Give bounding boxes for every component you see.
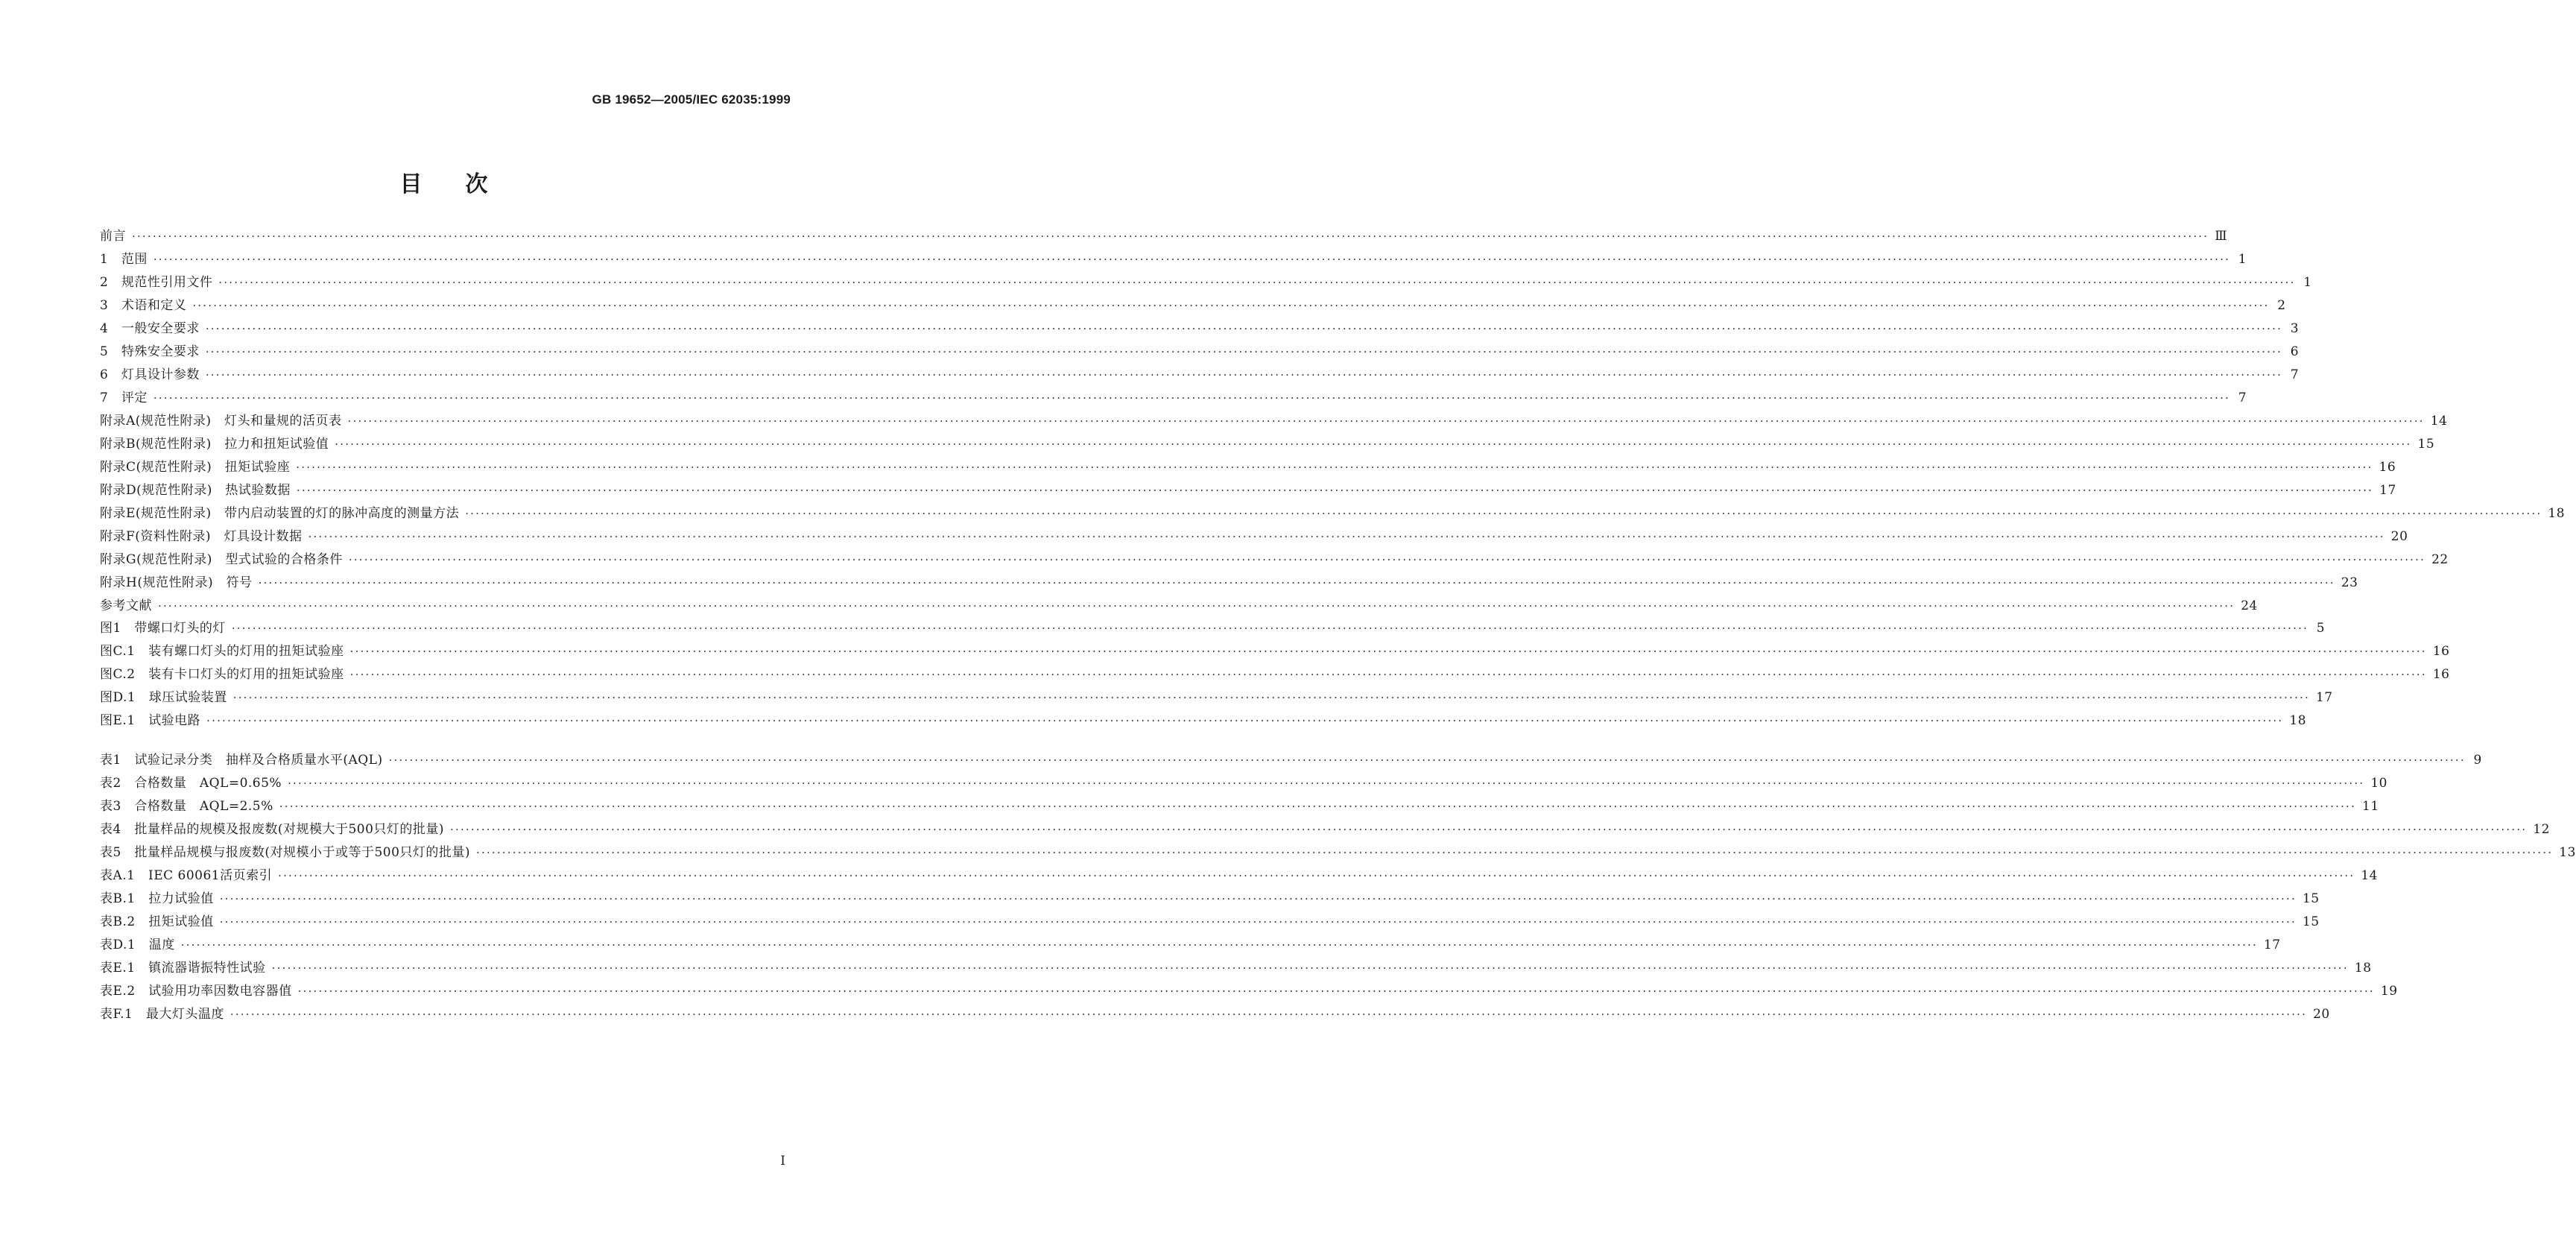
toc-entry-page: 13 [2559,845,2576,860]
toc-entry-page: 16 [2432,644,2450,659]
toc-entry-label: 表2 合格数量 AQL=0.65% [100,776,282,791]
toc-entry-page: 14 [2361,868,2378,883]
toc-entry-page: 16 [2432,667,2450,682]
toc-entry-page: 18 [2289,713,2307,728]
toc-entry[interactable] [100,864,2378,888]
toc-entry-label: 图1 带螺口灯头的灯 [100,621,226,636]
dot-leader: ················································································································································································································································································································································································································ [279,800,2356,813]
dot-leader: ················································································································································································································································································································································································································ [231,622,2309,635]
toc-entry-label: 表1 试验记录分类 抽样及合格质量水平(AQL) [100,753,383,768]
dot-leader: ················································································································································································································································································································································································································ [465,507,2542,520]
toc-section-tables [100,749,2576,1026]
toc-entry-page: 2 [2277,298,2286,313]
dot-leader: ················································································································································································································································································································································································································ [205,368,2283,382]
toc-section-figures [100,617,2450,733]
toc-entry[interactable] [100,341,2300,364]
dot-leader: ················································································································································································································································································································································································································ [258,576,2335,589]
toc-entry[interactable] [100,225,2228,248]
toc-entry[interactable] [100,433,2435,456]
toc-entry-page: 24 [2241,598,2258,613]
toc-entry[interactable] [100,525,2408,549]
toc-entry-label: 表B.2 扭矩试验值 [100,914,214,929]
toc-entry-label: 附录C(规范性附录) 扭矩试验座 [100,460,291,475]
dot-leader: ················································································································································································································································································································································································································ [206,714,2284,727]
toc-entry-label: 图D.1 球压试验装置 [100,690,227,705]
dot-leader: ················································································································································································································································································································································································································ [296,484,2374,497]
toc-entry[interactable] [100,709,2307,733]
toc-entry-page: 22 [2431,552,2449,567]
toc-entry[interactable] [100,772,2387,795]
toc-entry-label: 2 规范性引用文件 [100,275,213,290]
toc-entry[interactable] [100,364,2300,387]
toc-entry[interactable] [100,640,2450,663]
toc-entry-page: 5 [2316,621,2326,636]
toc-entry-page: 1 [2303,275,2312,290]
dot-leader: ················································································································································································································································································································································································································ [205,322,2283,335]
dot-leader: ················································································································································································································································································································································································································ [476,846,2554,859]
toc-entry-label: 前言 [100,229,126,244]
toc-entry-page: 9 [2473,753,2482,768]
toc-entry-label: 3 术语和定义 [100,298,187,313]
dot-leader: ················································································································································································································································································································································································································ [450,823,2528,836]
dot-leader: ················································································································································································································································································································································································································ [219,915,2297,929]
dot-leader: ················································································································································································································································································································································································································ [296,461,2373,474]
toc-entry-label: 表E.2 试验用功率因数电容器值 [100,984,292,999]
toc-entry-label: 参考文献 [100,598,152,613]
dot-leader: ················································································································································································································································································································································································································ [180,938,2258,952]
toc-entry[interactable] [100,479,2396,502]
dot-leader: ················································································································································································································································································································································································································ [297,984,2375,998]
toc-entry-page: 10 [2370,776,2387,791]
toc-entry-label: 图C.2 装有卡口灯头的灯用的扭矩试验座 [100,667,344,682]
toc-entry-label: 6 灯具设计参数 [100,367,200,382]
toc-entry-page: 17 [2263,938,2281,952]
dot-leader: ················································································································································································································································································································································································································ [205,345,2283,358]
toc-entry-page: 1 [2238,252,2247,267]
toc-entry-label: 表4 批量样品的规模及报废数(对规模大于500只灯的批量) [100,822,445,837]
toc-entry-page: 11 [2362,799,2379,814]
toc-entry[interactable] [100,749,2482,772]
dot-leader: ················································································································································································································································································································································································································ [271,961,2349,975]
toc-entry-page: Ⅲ [2215,229,2228,244]
toc-entry-page: 14 [2430,414,2448,429]
toc-entry-page: 18 [2354,961,2372,976]
toc-entry-page: 17 [2379,483,2396,498]
toc-entry-label: 附录B(规范性附录) 拉力和扭矩试验值 [100,437,329,452]
toc-entry[interactable] [100,248,2247,271]
dot-leader: ················································································································································································································································································································································································································ [335,437,2412,451]
toc-entry-label: 附录E(规范性附录) 带内启动装置的灯的脉冲高度的测量方法 [100,506,460,521]
toc-entry-page: 17 [2315,690,2333,705]
toc-entry-label: 7 评定 [100,391,148,405]
standard-code-header: GB 19652—2005/IEC 62035:1999 [592,92,791,107]
toc-entry-label: 5 特殊安全要求 [100,344,200,359]
toc-entry[interactable] [100,387,2247,410]
toc-entry-label: 表5 批量样品规模与报废数(对规模小于或等于500只灯的批量) [100,845,471,860]
toc-entry-page: 20 [2390,529,2408,544]
toc-entry-page: 12 [2533,822,2550,837]
toc-entry-label: 附录F(资料性附录) 灯具设计数据 [100,529,303,544]
dot-leader: ················································································································································································································································································································································································································ [219,892,2297,905]
page-number: I [780,1154,785,1169]
toc-entry-page: 7 [2290,367,2300,382]
toc-entry-label: 表3 合格数量 AQL=2.5% [100,799,273,814]
toc-entry[interactable] [100,549,2449,572]
toc-entry-label: 附录D(规范性附录) 热试验数据 [100,483,291,498]
toc-entry-label: 表B.1 拉力试验值 [100,891,214,906]
toc-entry[interactable] [100,502,2566,525]
toc-entry[interactable] [100,957,2372,980]
toc-entry[interactable] [100,294,2286,317]
dot-leader: ················································································································································································································································································································································································································ [348,553,2426,566]
toc-entry-page: 20 [2313,1007,2330,1022]
toc-entry-label: 1 范围 [100,252,148,267]
toc-entry[interactable] [100,572,2358,595]
toc-entry-label: 附录A(规范性附录) 灯头和量规的活页表 [100,414,342,429]
toc-entry-label: 4 一般安全要求 [100,321,200,336]
toc-entry[interactable] [100,271,2312,294]
toc-entry-page: 23 [2341,575,2358,590]
dot-leader: ················································································································································································································································································································································································································ [153,253,2231,266]
dot-leader: ················································································································································································································································································································································································································ [308,530,2385,543]
toc-entry[interactable] [100,818,2550,841]
toc-entry[interactable] [100,595,2258,618]
dot-leader: ················································································································································································································································································································································································································ [192,299,2270,312]
dot-leader: ················································································································································································································································································································································································································ [232,691,2310,704]
toc-entry-page: 6 [2290,344,2300,359]
dot-leader: ················································································································································································································································································································································································································ [153,391,2231,405]
dot-leader: ················································································································································································································································································································································································································ [288,777,2365,790]
toc-entry[interactable] [100,317,2300,341]
toc-entry[interactable] [100,686,2333,709]
toc-entry-label: 图C.1 装有螺口灯头的灯用的扭矩试验座 [100,644,344,659]
toc-entry[interactable] [100,1003,2330,1026]
toc-entry-page: 15 [2417,437,2435,452]
toc-entry-label: 附录G(规范性附录) 型式试验的合格条件 [100,552,343,567]
dot-leader: ················································································································································································································································································································································································································ [278,869,2355,882]
toc-entry[interactable] [100,663,2450,686]
toc-entry-page: 7 [2238,391,2247,405]
dot-leader: ················································································································································································································································································································································································································ [349,645,2427,658]
dot-leader: ················································································································································································································································································································································································································ [388,753,2466,767]
toc-entry[interactable] [100,888,2320,911]
dot-leader: ················································································································································································································································································································································································································ [158,599,2235,613]
toc-entry[interactable] [100,617,2326,640]
toc-entry[interactable] [100,841,2576,864]
toc-entry[interactable] [100,980,2398,1003]
toc-entry-page: 18 [2548,506,2566,521]
dot-leader: ················································································································································································································································································································································································································ [347,414,2425,428]
toc-entry-label: 表D.1 温度 [100,938,175,952]
dot-leader: ················································································································································································································································································································································································································ [132,230,2209,243]
toc-entry[interactable] [100,911,2320,934]
toc-entry-page: 3 [2290,321,2300,336]
dot-leader: ················································································································································································································································································································································································································ [218,276,2296,289]
toc-entry-label: 表E.1 镇流器谐振特性试验 [100,961,266,976]
toc-entry-page: 15 [2302,914,2320,929]
toc-entry[interactable] [100,934,2281,957]
toc-entry[interactable] [100,456,2396,479]
page-title: 目次 [399,171,531,197]
toc-section-clauses [100,225,2566,618]
toc-entry-page: 16 [2379,460,2396,475]
toc-entry-page: 15 [2302,891,2320,906]
toc-entry-page: 19 [2380,984,2398,999]
toc-entry[interactable] [100,410,2448,433]
toc-entry-label: 图E.1 试验电路 [100,713,201,728]
dot-leader: ················································································································································································································································································································································································································ [230,1008,2308,1021]
dot-leader: ················································································································································································································································································································································································································ [349,668,2427,681]
toc-entry-label: 表A.1 IEC 60061活页索引 [100,868,273,883]
toc-entry[interactable] [100,795,2379,818]
toc-entry-label: 表F.1 最大灯头温度 [100,1007,224,1022]
toc-entry-label: 附录H(规范性附录) 符号 [100,575,253,590]
